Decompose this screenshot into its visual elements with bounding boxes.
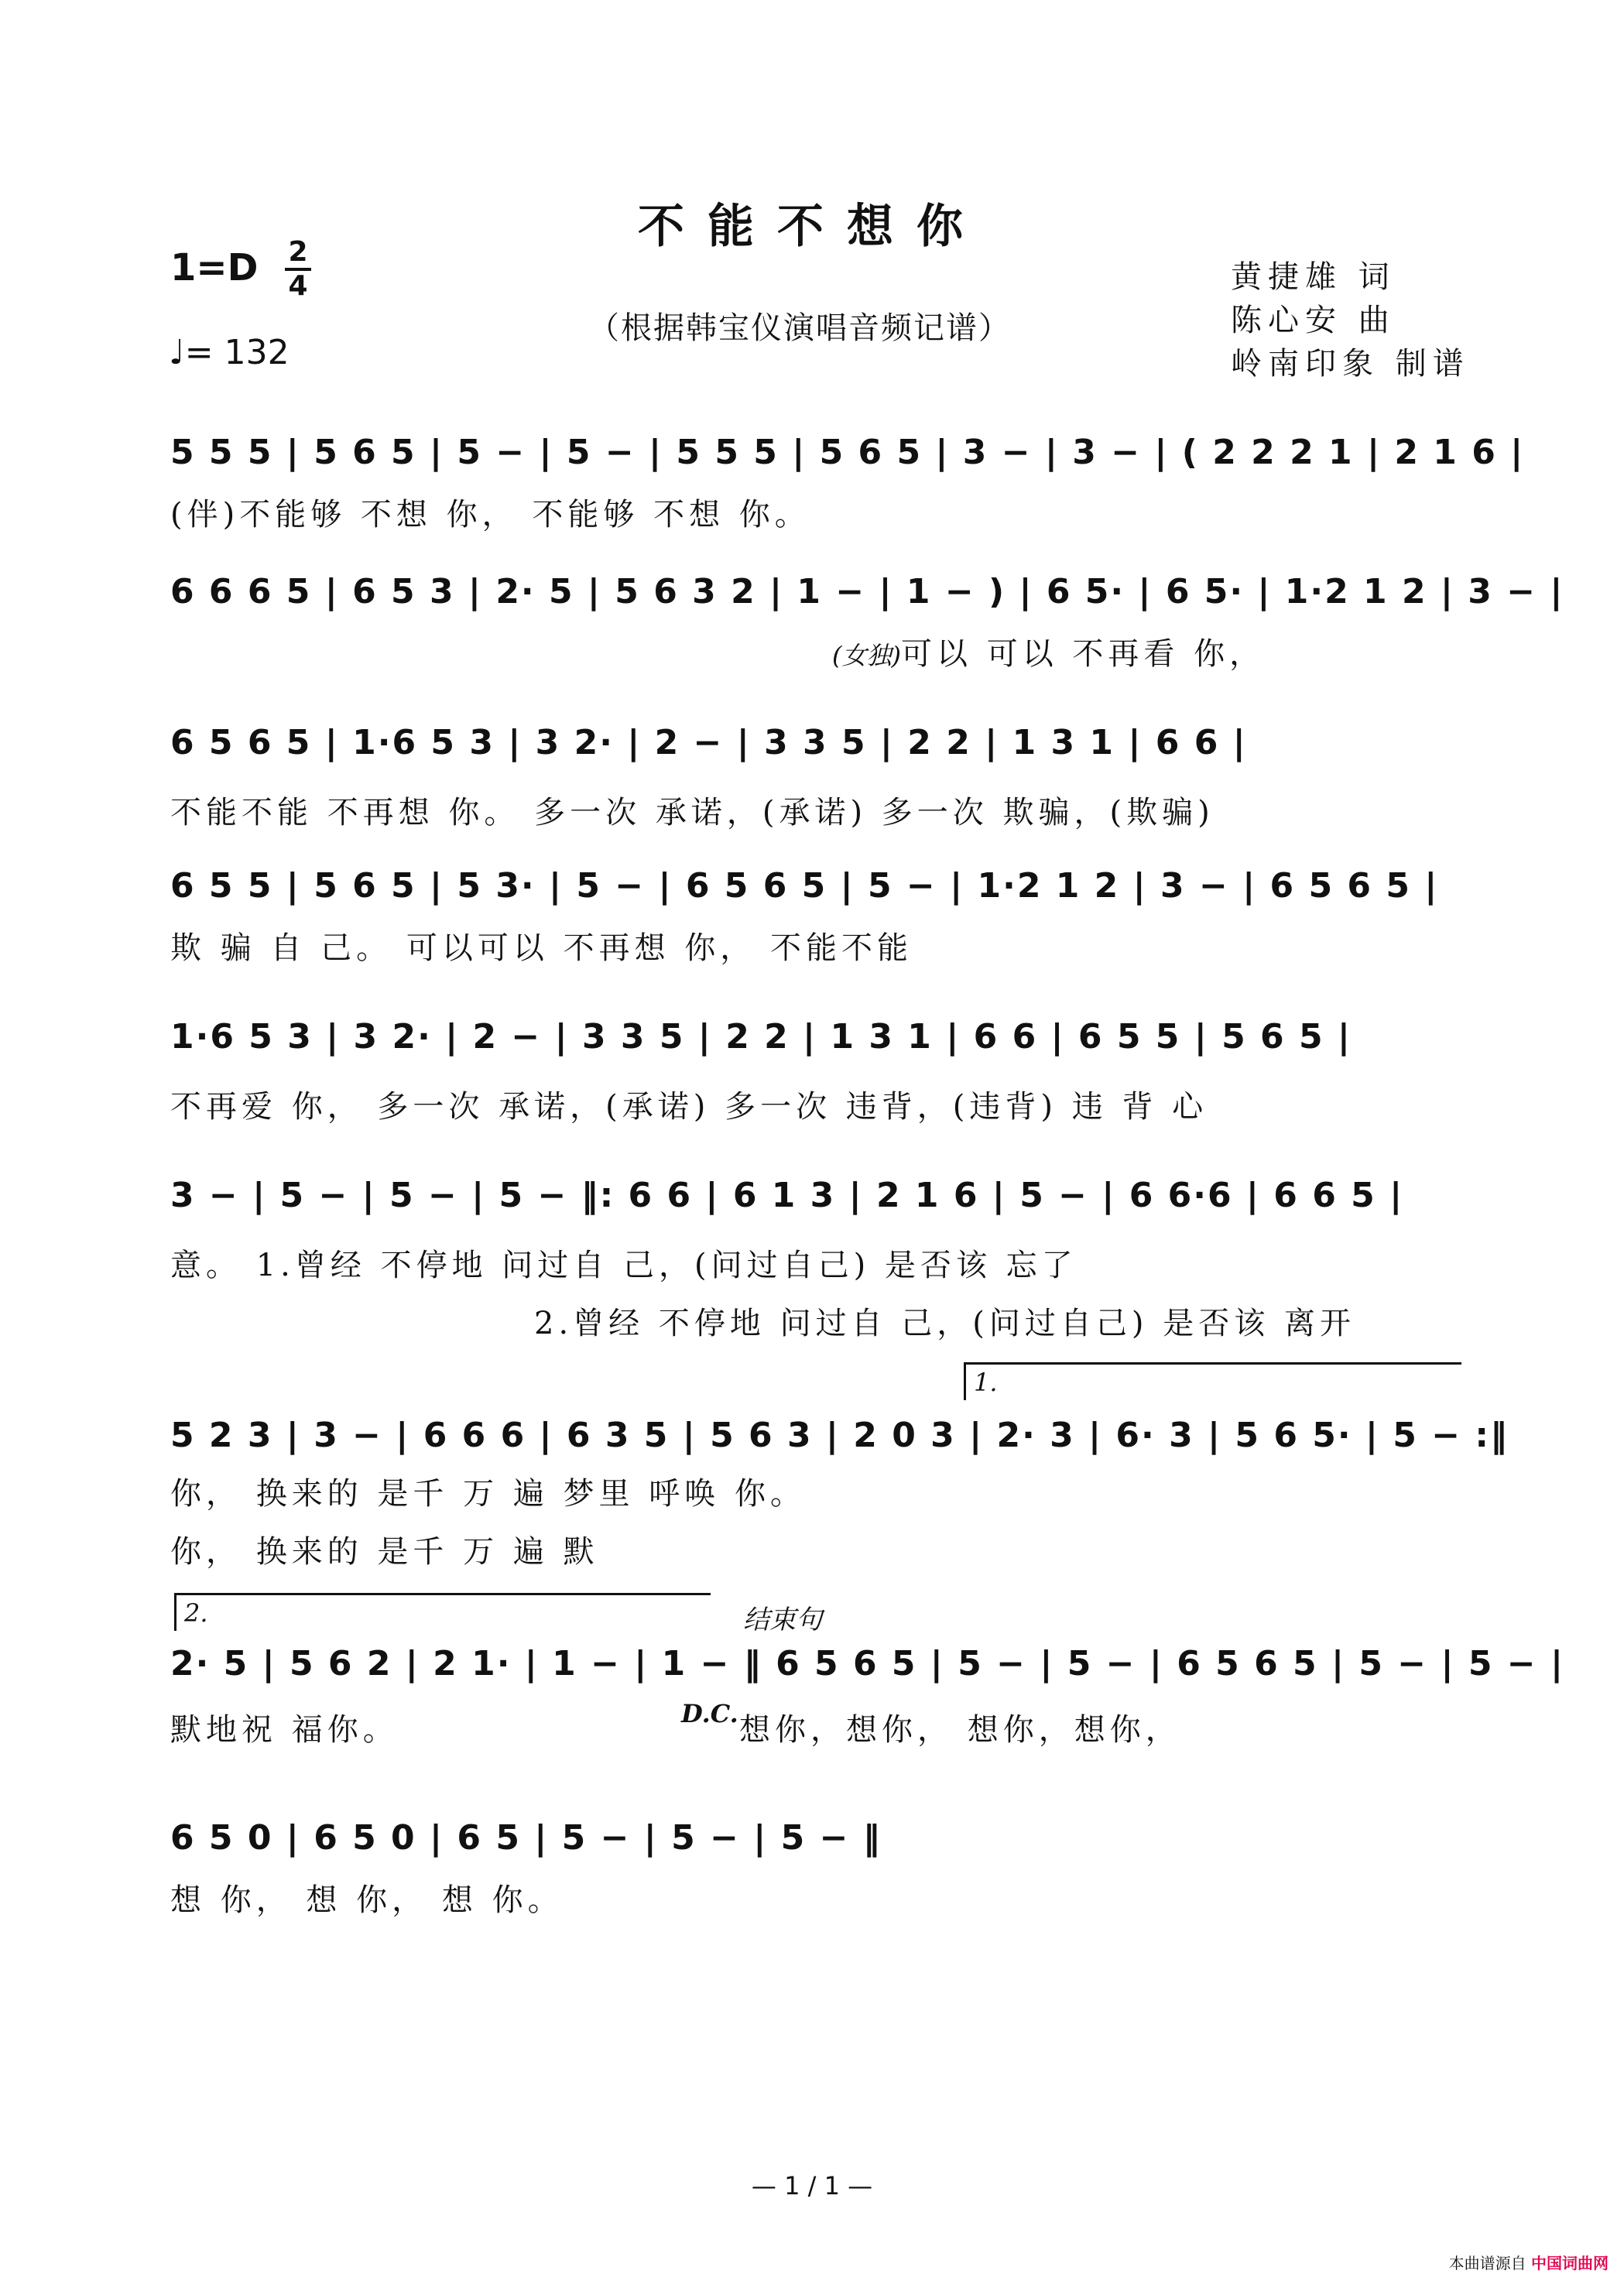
volta-1-bracket: 1. — [964, 1362, 1461, 1400]
time-signature-bottom: 4 — [288, 270, 308, 302]
score-line-8-coda-lyrics: 想你，想你， 想你，想你， — [739, 1712, 1181, 1748]
score-line-5-notes: 1·6 5 3 | 3 2· | 2 − | 3 3 5 | 2 2 | 1 3 1 | 6 6 | 6 5 5 | 5 6 5 | — [170, 1017, 1352, 1057]
coda-label: 结束句 — [743, 1605, 822, 1635]
arranger: 岭南印象 制谱 — [1231, 346, 1470, 382]
score-line-1-lyrics: (伴)不能够 不想 你， 不能够 不想 你。 — [170, 497, 810, 533]
lyricist: 黄捷雄 词 — [1231, 259, 1396, 295]
score-line-1-notes: 5 5 5 | 5 6 5 | 5 − | 5 − | 5 5 5 | 5 6 5 | 3 − | 3 − | ( 2 2 2 1 | 2 1 6 | — [170, 433, 1525, 472]
score-line-2-lyrics-text: 可以 可以 不再看 你， — [900, 636, 1266, 672]
da-capo-mark: D.C. — [681, 1699, 738, 1728]
source-watermark — [1449, 2251, 1609, 2273]
score-line-4-notes: 6 5 5 | 5 6 5 | 5 3· | 5 − | 6 5 6 5 | 5 − | 1·2 1 2 | 3 − | 6 5 6 5 | — [170, 866, 1439, 906]
volta-2-bracket: 2. — [174, 1593, 711, 1631]
page-number: — 1 / 1 — — [751, 2171, 873, 2201]
source-site: 中国词曲网 — [1531, 2254, 1609, 2272]
score-line-9-lyrics: 想 你， 想 你， 想 你。 — [170, 1882, 564, 1918]
time-signature — [285, 238, 311, 300]
score-line-5-lyrics: 不再爱 你， 多一次 承诺，(承诺) 多一次 违背，(违背) 违 背 心 — [170, 1089, 1208, 1125]
time-signature-top: 2 — [288, 236, 308, 268]
composer: 陈心安 曲 — [1231, 303, 1396, 338]
score-line-7-notes: 5 2 3 | 3 − | 6 6 6 | 6 3 5 | 5 6 3 | 2 0 3 | 2· 3 | 6· 3 | 5 6 5· | 5 − :‖ — [170, 1416, 1509, 1455]
score-line-7-lyrics-verse-2: 你， 换来的 是千 万 遍 默 — [170, 1534, 599, 1570]
key-signature: 1=D — [170, 246, 259, 289]
score-line-3-lyrics: 不能不能 不再想 你。 多一次 承诺，(承诺) 多一次 欺骗，(欺骗) — [170, 795, 1215, 831]
score-line-6-lyrics-verse-2: 2.曾经 不停地 问过自 己，(问过自己) 是否该 离开 — [534, 1306, 1355, 1341]
source-prefix: 本曲谱源自 — [1448, 2254, 1526, 2272]
page-title: 不能不想你 — [638, 200, 986, 254]
score-line-3-notes: 6 5 6 5 | 1·6 5 3 | 3 2· | 2 − | 3 3 5 | 2 2 | 1 3 1 | 6 6 | — [170, 723, 1247, 762]
score-line-2-lyrics — [832, 635, 1467, 675]
score-line-6-notes: 3 − | 5 − | 5 − | 5 − ‖: 6 6 | 6 1 3 | 2 1 6 | 5 − | 6 6·6 | 6 6 5 | — [170, 1176, 1404, 1215]
score-line-6-lyrics-verse-1: 意。 1.曾经 不停地 问过自 己，(问过自己) 是否该 忘了 — [170, 1248, 1078, 1283]
score-line-9-notes: 6 5 0 | 6 5 0 | 6 5 | 5 − | 5 − | 5 − ‖ — [170, 1818, 882, 1858]
solo-marker: (女独) — [832, 641, 901, 670]
score-line-8-notes: 2· 5 | 5 6 2 | 2 1· | 1 − | 1 − ‖ 6 5 6 5 | 5 − | 5 − | 6 5 6 5 | 5 − | 5 − | — [170, 1644, 1565, 1683]
score-line-4-lyrics: 欺 骗 自 己。 可以可以 不再想 你， 不能不能 — [170, 930, 913, 966]
credits — [1231, 255, 1470, 385]
subtitle: （根据韩宝仪演唱音频记谱） — [588, 310, 1011, 346]
tempo-marking: ♩= 132 — [169, 333, 290, 372]
score-line-2-notes: 6 6 6 5 | 6 5 3 | 2· 5 | 5 6 3 2 | 1 − | 1 − ) | 6 5· | 6 5· | 1·2 1 2 | 3 − | — [170, 572, 1564, 611]
score-line-8-lyrics: 默地祝 福你。 — [170, 1712, 399, 1748]
score-line-7-lyrics-verse-1: 你， 换来的 是千 万 遍 梦里 呼唤 你。 — [170, 1476, 807, 1512]
